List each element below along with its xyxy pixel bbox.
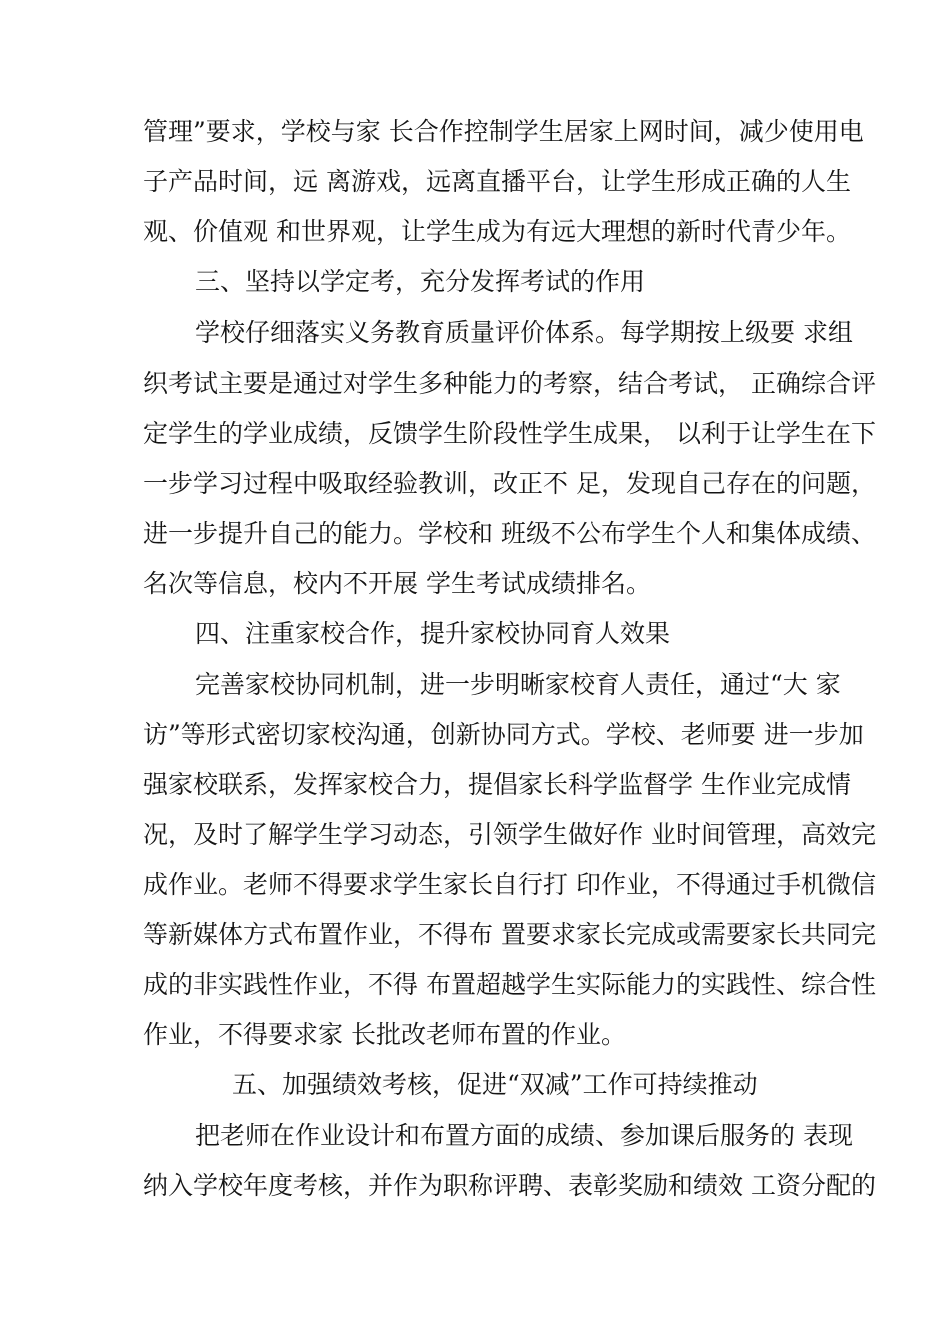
body-line: 管理”要求，学校与家 长合作控制学生居家上网时间，减少使用电 bbox=[143, 117, 864, 146]
paragraph-first-line: 把老师在作业设计和布置方面的成绩、参加课后服务的 表现 bbox=[195, 1121, 853, 1150]
body-line: 作业，不得要求家 长批改老师布置的作业。 bbox=[143, 1020, 626, 1049]
body-line: 织考试主要是通过对学生多种能力的考察，结合考试， 正确综合评 bbox=[143, 369, 876, 398]
body-line: 成作业。老师不得要求学生家长自行打 印作业，不得通过手机微信 bbox=[143, 870, 876, 899]
body-line: 访”等形式密切家校沟通，创新协同方式。学校、老师要 进一步加 bbox=[143, 720, 864, 749]
body-line: 等新媒体方式布置作业，不得布 置要求家长完成或需要家长共同完 bbox=[143, 920, 876, 949]
body-line: 子产品时间，远 离游戏，远离直播平台，让学生形成正确的人生 bbox=[143, 167, 851, 196]
body-line: 定学生的学业成绩，反馈学生阶段性学生成果， 以利于让学生在下 bbox=[143, 419, 876, 448]
body-line: 成的非实践性作业，不得 布置超越学生实际能力的实践性、综合性 bbox=[143, 970, 876, 999]
body-line: 况，及时了解学生学习动态，引领学生做好作 业时间管理，高效完 bbox=[143, 820, 876, 849]
body-line: 名次等信息，校内不开展 学生考试成绩排名。 bbox=[143, 569, 651, 598]
body-line: 观、价值观 和世界观，让学生成为有远大理想的新时代青少年。 bbox=[143, 217, 851, 246]
section-heading: 三、坚持以学定考，充分发挥考试的作用 bbox=[195, 267, 646, 296]
section-heading: 四、注重家校合作，提升家校协同育人效果 bbox=[195, 619, 671, 648]
body-line: 进一步提升自己的能力。学校和 班级不公布学生个人和集体成绩、 bbox=[143, 519, 876, 548]
body-line: 一步学习过程中吸取经验教训，改正不 足，发现自己存在的问题， bbox=[143, 469, 876, 498]
body-line: 强家校联系，发挥家校合力，提倡家长科学监督学 生作业完成情 bbox=[143, 770, 851, 799]
section-heading: 五、加强绩效考核，促进“双减”工作可持续推动 bbox=[232, 1070, 758, 1099]
body-line: 纳入学校年度考核，并作为职称评聘、表彰奖励和绩效 工资分配的 bbox=[143, 1171, 876, 1200]
paragraph-first-line: 完善家校协同机制，进一步明晰家校育人责任，通过“大 家 bbox=[195, 670, 841, 699]
paragraph-first-line: 学校仔细落实义务教育质量评价体系。每学期按上级要 求组 bbox=[195, 318, 853, 347]
